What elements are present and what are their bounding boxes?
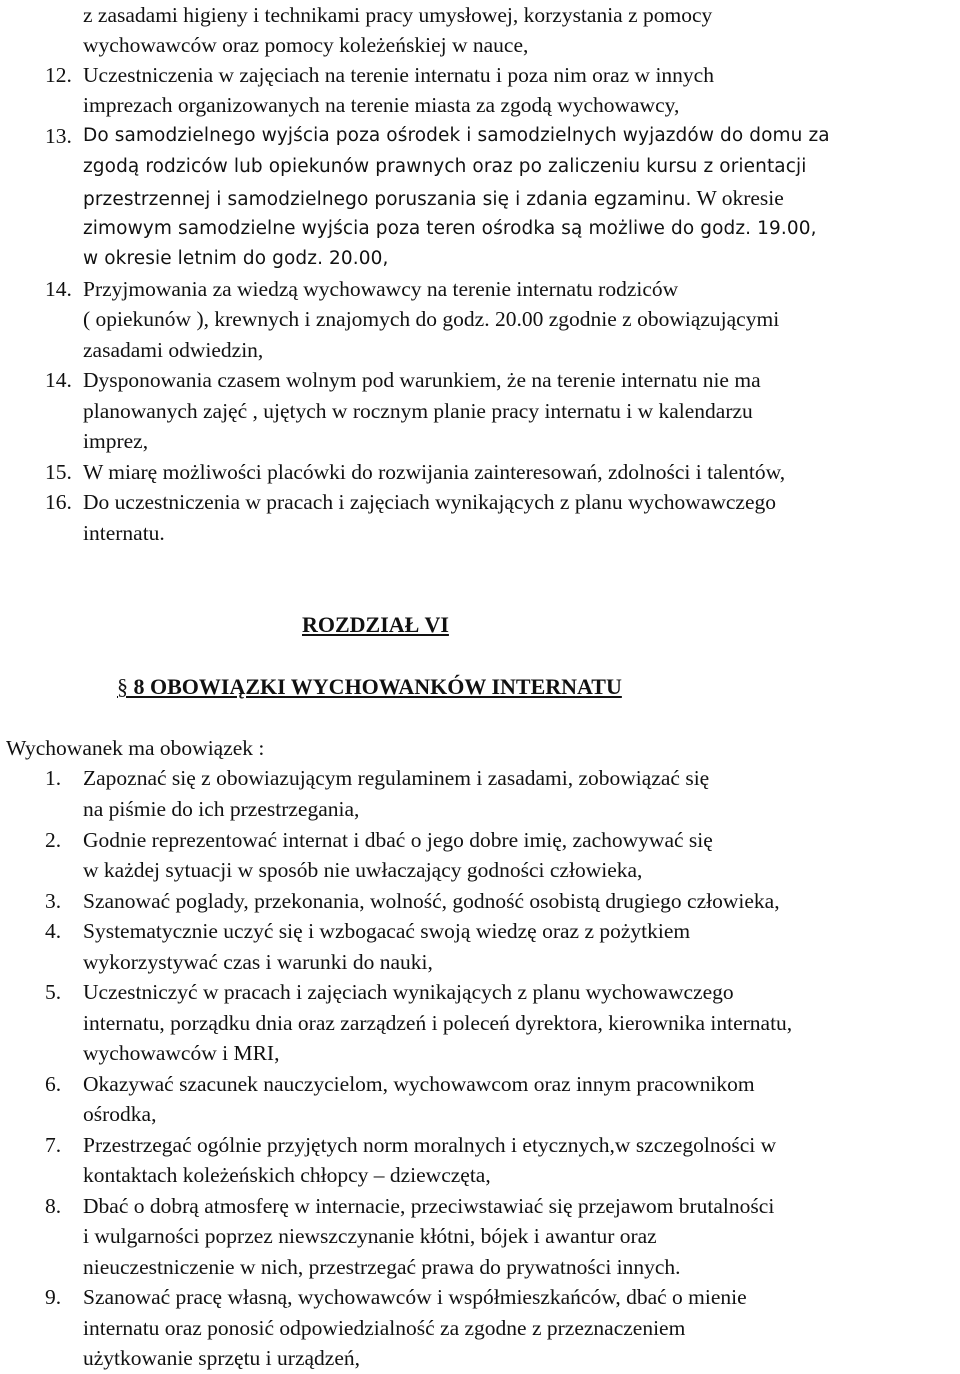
list-item-line: przestrzennej i samodzielnego poruszania się i zdania egzaminu. bbox=[83, 189, 692, 210]
section-title-row bbox=[117, 672, 622, 703]
fragment-line: z zasadami higieny i technikami pracy umysłowej, korzystania z pomocy bbox=[83, 3, 713, 27]
section-title: 8 OBOWIĄZKI WYCHOWANKÓW INTERNATU bbox=[133, 674, 622, 699]
duty-number: 2. bbox=[45, 828, 62, 852]
duty-line: internatu, porządku dnia oraz zarządzeń i poleceń dyrektora, kierownika internatu, bbox=[83, 1011, 793, 1035]
duty-line: kontaktach koleżeńskich chłopcy – dziewczęta, bbox=[83, 1163, 491, 1187]
duty-line: na piśmie do ich przestrzegania, bbox=[83, 797, 360, 821]
list-item-line-tail: W okresie bbox=[696, 186, 784, 210]
duty-number: 1. bbox=[45, 766, 62, 790]
list-item-number: 14. bbox=[45, 368, 72, 392]
duty-line: w każdej sytuacji w sposób nie uwłaczający godności człowieka, bbox=[83, 858, 643, 882]
list-item-line: Przyjmowania za wiedzą wychowawcy na terenie internatu rodziców bbox=[83, 277, 679, 301]
duty-line: wykorzystywać czas i warunki do nauki, bbox=[83, 950, 433, 974]
list-item-line: Do samodzielnego wyjścia poza ośrodek i samodzielnych wyjazdów do domu za bbox=[83, 125, 830, 146]
duties-intro: Wychowanek ma obowiązek : bbox=[6, 736, 265, 760]
duty-line: wychowawców i MRI, bbox=[83, 1041, 280, 1065]
list-item-line: zasadami odwiedzin, bbox=[83, 338, 264, 362]
duty-line: Uczestniczyć w pracach i zajęciach wynikających z planu wychowawczego bbox=[83, 980, 734, 1004]
list-item-line: Dysponowania czasem wolnym pod warunkiem, że na terenie internatu nie ma bbox=[83, 368, 761, 392]
list-item-line: W miarę możliwości placówki do rozwijania zainteresowań, zdolności i talentów, bbox=[83, 460, 786, 484]
list-item-line: imprezach organizowanych na terenie miasta za zgodą wychowawcy, bbox=[83, 93, 680, 117]
duty-line: ośrodka, bbox=[83, 1102, 157, 1126]
duty-number: 8. bbox=[45, 1194, 62, 1218]
chapter-title: ROZDZIAŁ VI bbox=[302, 612, 449, 637]
duty-number: 4. bbox=[45, 919, 62, 943]
duty-line: Zapoznać się z obowiazującym regulaminem i zasadami, zobowiązać się bbox=[83, 766, 710, 790]
list-item-line: internatu. bbox=[83, 521, 165, 545]
section-mark: § bbox=[117, 674, 128, 699]
list-item-number: 12. bbox=[45, 63, 72, 87]
duty-line: Systematycznie uczyć się i wzbogacać swoją wiedzę oraz z pożytkiem bbox=[83, 919, 691, 943]
duty-line: Szanować pracę własną, wychowawców i współmieszkańców, dbać o mienie bbox=[83, 1285, 747, 1309]
list-item-number: 16. bbox=[45, 490, 72, 514]
list-item-number: 15. bbox=[45, 460, 72, 484]
duty-number: 6. bbox=[45, 1072, 62, 1096]
duty-line: Szanować poglady, przekonania, wolność, godność osobistą drugiego człowieka, bbox=[83, 889, 780, 913]
list-item-line: planowanych zajęć , ujętych w rocznym planie pracy internatu i w kalendarzu bbox=[83, 399, 753, 423]
duty-line: Godnie reprezentować internat i dbać o jego dobre imię, zachowywać się bbox=[83, 828, 713, 852]
list-item-number: 13. bbox=[45, 124, 72, 148]
duty-number: 7. bbox=[45, 1133, 62, 1157]
duty-line: Okazywać szacunek nauczycielom, wychowawcom oraz innym pracownikom bbox=[83, 1072, 755, 1096]
fragment-line: wychowawców oraz pomocy koleżeńskiej w nauce, bbox=[83, 33, 529, 57]
list-item-line: ( opiekunów ), krewnych i znajomych do godz. 20.00 zgodnie z obowiązującymi bbox=[83, 307, 780, 331]
list-item-line: Do uczestniczenia w pracach i zajęciach wynikających z planu wychowawczego bbox=[83, 490, 777, 514]
duty-number: 5. bbox=[45, 980, 62, 1004]
duty-line: Przestrzegać ogólnie przyjętych norm moralnych i etycznych,w szczegolności w bbox=[83, 1133, 777, 1157]
duty-number: 9. bbox=[45, 1285, 62, 1309]
list-item-line-group bbox=[83, 183, 784, 216]
duty-line: nieuczestniczenie w nich, przestrzegać prawa do prywatności innych. bbox=[83, 1255, 681, 1279]
list-item-line: Uczestniczenia w zajęciach na terenie internatu i poza nim oraz w innych bbox=[83, 63, 714, 87]
duty-line: internatu oraz ponosić odpowiedzialność za zgodne z przeznaczeniem bbox=[83, 1316, 686, 1340]
duty-line: Dbać o dobrą atmosferę w internacie, przeciwstawiać się przejawom brutalności bbox=[83, 1194, 775, 1218]
list-item-line: w okresie letnim do godz. 20.00, bbox=[83, 248, 389, 269]
duty-line: i wulgarności poprzez niewszczynanie kłótni, bójek i awantur oraz bbox=[83, 1224, 657, 1248]
list-item-number: 14. bbox=[45, 277, 72, 301]
list-item-line: zgodą rodziców lub opiekunów prawnych oraz po zaliczeniu kursu z orientacji bbox=[83, 156, 807, 177]
duty-line: użytkowanie sprzętu i urządzeń, bbox=[83, 1346, 360, 1370]
list-item-line: zimowym samodzielne wyjścia poza teren ośrodka są możliwe do godz. 19.00, bbox=[83, 218, 817, 239]
list-item-line: imprez, bbox=[83, 429, 149, 453]
duty-number: 3. bbox=[45, 889, 62, 913]
